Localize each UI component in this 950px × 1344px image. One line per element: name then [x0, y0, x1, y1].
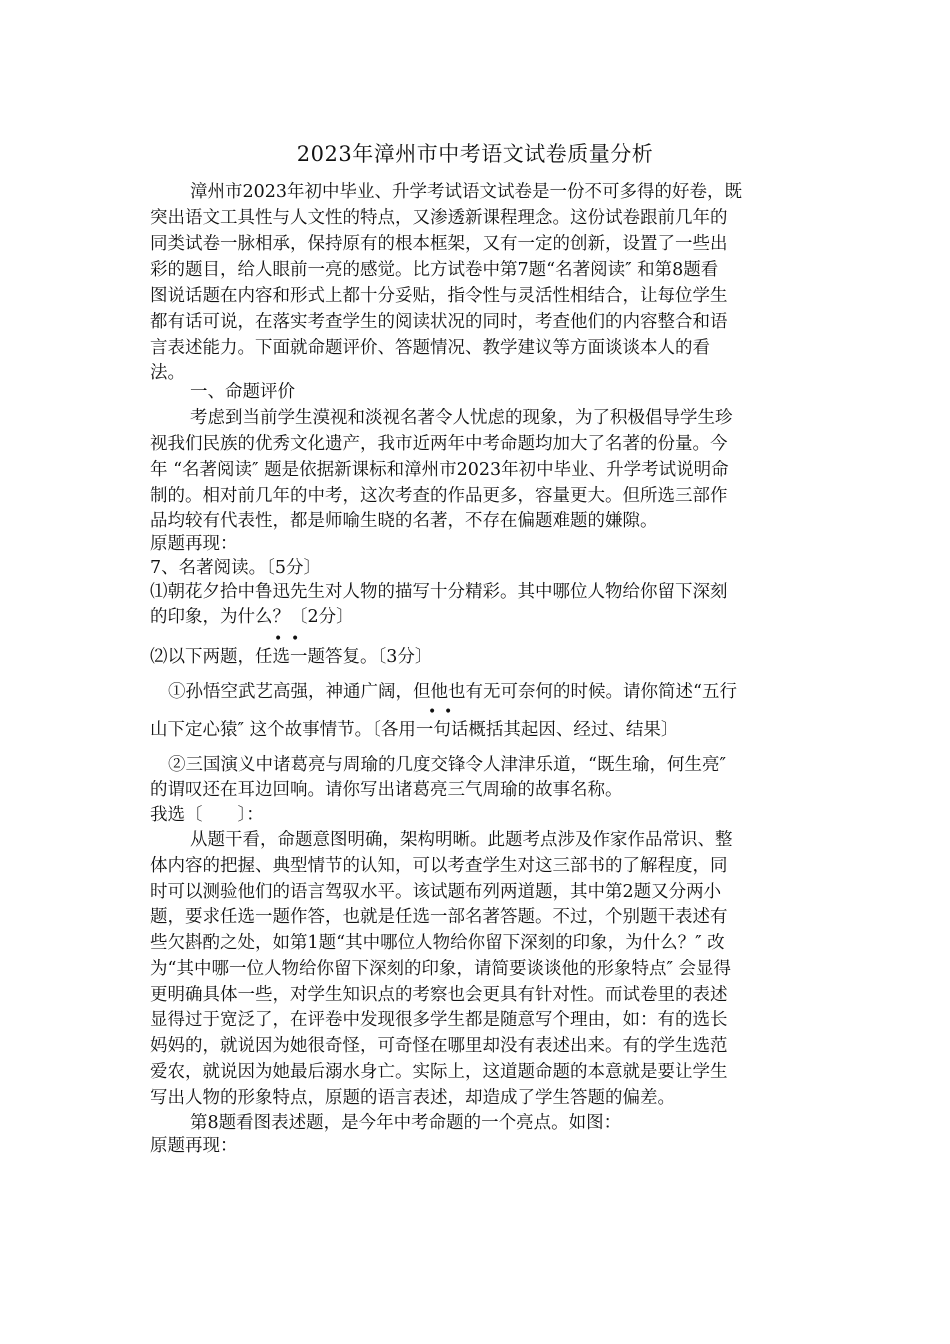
intro-line: 彩的题目，给人眼前一亮的感觉。比方试卷中第7题“名著阅读″ 和第8题看	[150, 260, 719, 280]
analysis-line: 妈妈的，就说因为她很奇怪，可奇怪在哪里却没有表述出来。有的学生选范	[150, 1036, 728, 1056]
emphasis-dot: •	[274, 631, 283, 647]
intro-line: 都有话可说，在落实考查学生的阅读状况的同时，考查他们的内容整合和语	[150, 312, 728, 332]
intro-line: 法。	[150, 363, 185, 383]
option-2-line: 的谓叹还在耳边回响。请你写出诸葛亮三气周瑜的故事名称。	[150, 780, 623, 800]
section1-line: 制的。相对前几年的中考，这次考查的作品更多，容量更大。但所选三部作	[150, 486, 728, 506]
emphasis-dot: •	[291, 631, 300, 647]
intro-line: 突出语文工具性与人文性的特点，又渗透新课程理念。这份试卷跟前几年的	[150, 208, 728, 228]
question-1-line: ⑴朝花夕拾中鲁迅先生对人物的描写十分精彩。其中哪位人物给你留下深刻	[150, 582, 728, 602]
analysis-line: 体内容的把握、典型情节的认知，可以考查学生对这三部书的了解程度，同	[150, 856, 728, 876]
analysis-line: 时可以测验他们的语言驾驭水平。该试题布列两道题，其中第2题又分两小	[150, 882, 722, 902]
analysis-line: 为“其中哪一位人物给你留下深刻的印象，请简要谈谈他的形象特点″ 会显得	[150, 959, 732, 979]
intro-line: 漳州市2023年初中毕业、升学考试语文试卷是一份不可多得的好卷，既	[190, 182, 743, 202]
question-1-line: 的印象，为什么？〔2分〕	[150, 607, 354, 627]
question-heading: 7、名著阅读。〔5分〕	[150, 558, 322, 578]
option-1-line: 山下定心猿″ 这个故事情节。〔各用一句话概括其起因、经过、结果〕	[150, 720, 679, 740]
question-2-line: ⑵以下两题，任选一题答复。〔3分〕	[150, 647, 433, 667]
analysis-line: 题，要求任选一题作答，也就是任选一部名著答题。不过，个别题干表述有	[150, 907, 728, 927]
analysis-line: 爱农，就说因为她最后溺水身亡。实际上，这道题命题的本意就是要让学生	[150, 1062, 728, 1082]
section-heading: 一、命题评价	[190, 382, 295, 402]
option-1-line: ①孙悟空武艺高强，神通广阔，但他也有无可奈何的时候。请你简述“五行	[168, 682, 737, 702]
original-label: 原题再现：	[150, 534, 238, 554]
section1-line: 视我们民族的优秀文化遗产，我市近两年中考命题均加大了名著的份量。今	[150, 434, 728, 454]
section1-line: 考虑到当前学生漠视和淡视名著令人忧虑的现象，为了积极倡导学生珍	[190, 408, 733, 428]
analysis-line: 写出人物的形象特点，原题的语言表述，却造成了学生答题的偏差。	[150, 1088, 675, 1108]
section1-line: 年 “名著阅读″ 题是依据新课标和漳州市2023年初中毕业、升学考试说明命	[150, 460, 729, 480]
intro-line: 言表述能力。下面就命题评价、答题情况、教学建议等方面谈谈本人的看	[150, 338, 710, 358]
analysis-line: 些欠斟酌之处，如第1题“其中哪位人物给你留下深刻的印象，为什么？″ 改	[150, 933, 725, 953]
choice-line: 我选〔 〕：	[150, 805, 264, 825]
option-2-line: ②三国演义中诸葛亮与周瑜的几度交锋令人津津乐道，“既生瑜，何生亮″	[168, 755, 726, 775]
analysis-line: 显得过于宽泛了，在评卷中发现很多学生都是随意写个理由，如：有的选长	[150, 1010, 728, 1030]
intro-line: 同类试卷一脉相承，保持原有的根本框架，又有一定的创新，设置了一些出	[150, 234, 728, 254]
original-label: 原题再现：	[150, 1136, 238, 1156]
analysis-line: 更明确具体一些，对学生知识点的考察也会更具有针对性。而试卷里的表述	[150, 985, 728, 1005]
q8-intro: 第8题看图表述题，是今年中考命题的一个亮点。如图：	[190, 1113, 622, 1133]
emphasis-dot: •	[428, 704, 437, 720]
intro-line: 图说话题在内容和形式上都十分妥贴，指令性与灵活性相结合，让每位学生	[150, 286, 728, 306]
page-title: 2023年漳州市中考语文试卷质量分析	[296, 142, 654, 166]
analysis-line: 从题干看，命题意图明确，架构明晰。此题考点涉及作家作品常识、整	[190, 830, 733, 850]
section1-line: 品均较有代表性，都是师喻生晓的名著，不存在偏题难题的嫌隙。	[150, 511, 658, 531]
emphasis-dot: •	[444, 704, 453, 720]
